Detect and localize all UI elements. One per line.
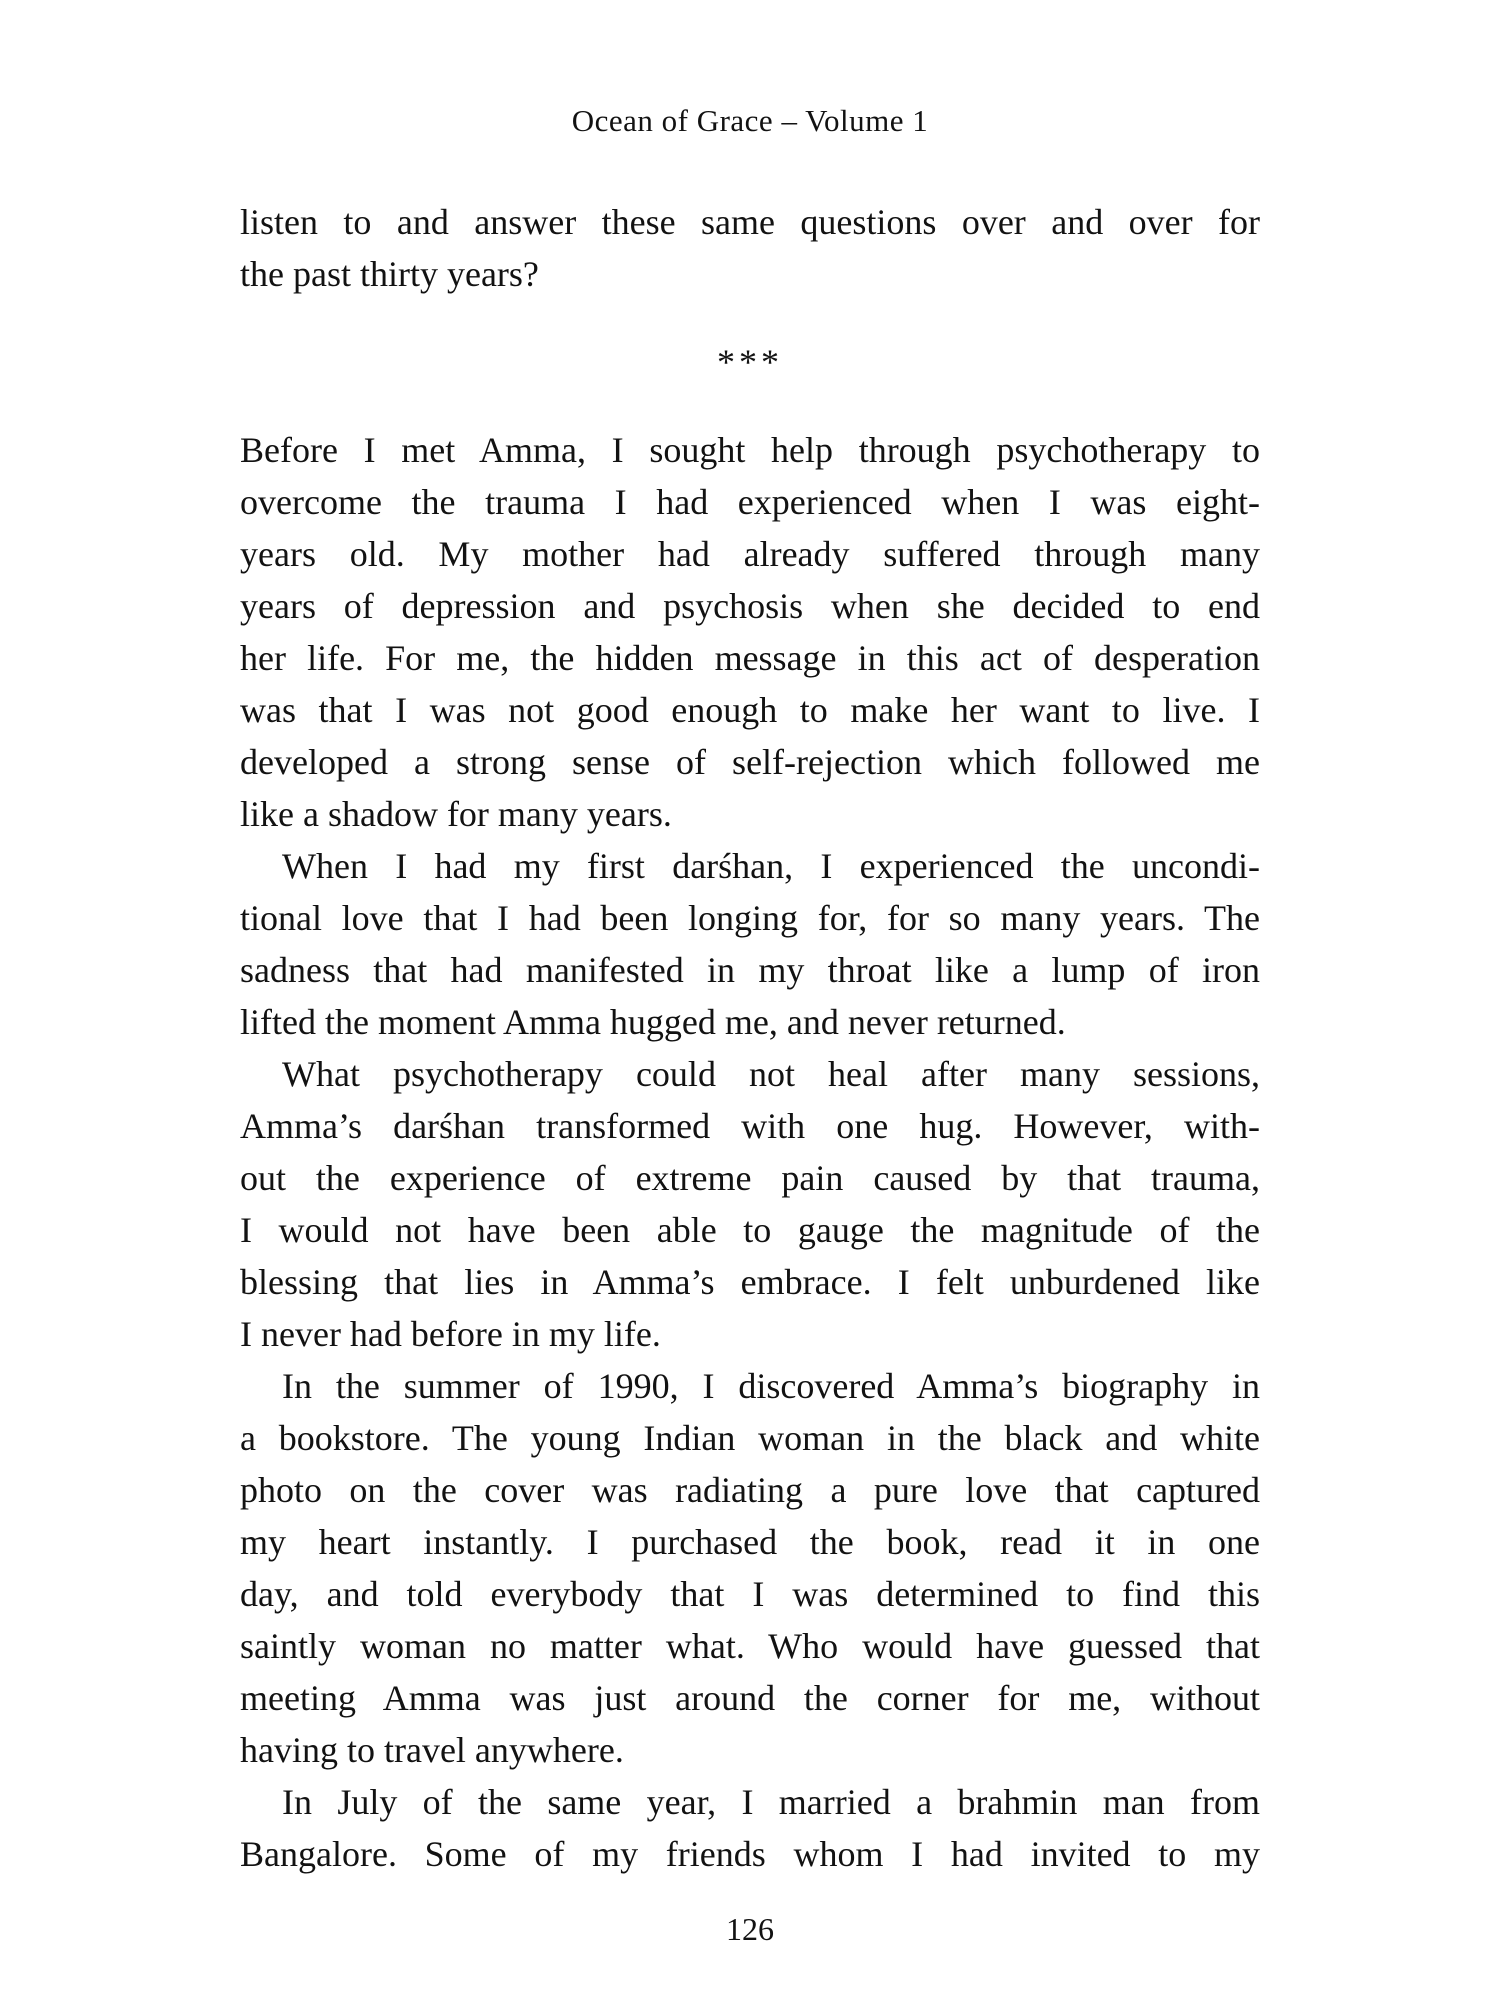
text-line: years of depression and psychosis when she decided to end (240, 586, 1260, 626)
text-line: day, and told everybody that I was determined to find this (240, 1574, 1260, 1614)
paragraph (240, 1776, 1260, 1880)
text-line: the past thirty years? (240, 254, 539, 294)
paragraph (240, 424, 1260, 840)
text-line: I never had before in my life. (240, 1314, 661, 1354)
page-number: 126 (726, 1911, 774, 1947)
text-line: Amma’s darśhan transformed with one hug. However, with- (240, 1106, 1260, 1146)
text-line: a bookstore. The young Indian woman in the black and white (240, 1418, 1260, 1458)
text-line: developed a strong sense of self-rejection which followed me (240, 742, 1260, 782)
text-line: Bangalore. Some of my friends whom I had invited to my (240, 1834, 1260, 1874)
text-line: photo on the cover was radiating a pure love that captured (240, 1470, 1260, 1510)
text-line: years old. My mother had already suffered through many (240, 534, 1260, 574)
text-line: I would not have been able to gauge the magnitude of the (240, 1210, 1260, 1250)
text-line: blessing that lies in Amma’s embrace. I felt unburdened like (240, 1262, 1260, 1302)
paragraph (240, 196, 1260, 300)
text-line: sadness that had manifested in my throat like a lump of iron (240, 950, 1260, 990)
section-separator: *** (717, 342, 783, 382)
text-line: saintly woman no matter what. Who would have guessed that (240, 1626, 1260, 1666)
text-line: was that I was not good enough to make her want to live. I (240, 690, 1260, 730)
text-line: In the summer of 1990, I discovered Amma’s biography in (282, 1366, 1260, 1406)
text-line: listen to and answer these same questions over and over for (240, 202, 1260, 242)
text-line: Before I met Amma, I sought help through psychotherapy to (240, 430, 1260, 470)
running-header: Ocean of Grace – Volume 1 (571, 103, 929, 138)
text-line: having to travel anywhere. (240, 1730, 624, 1770)
text-line: In July of the same year, I married a brahmin man from (282, 1782, 1260, 1822)
text-line: tional love that I had been longing for, for so many years. The (240, 898, 1260, 938)
paragraph (240, 1048, 1260, 1360)
text-line: lifted the moment Amma hugged me, and never returned. (240, 1002, 1066, 1042)
text-body (240, 196, 1260, 1880)
paragraph (240, 840, 1260, 1048)
text-line: her life. For me, the hidden message in this act of desperation (240, 638, 1260, 678)
paragraph (240, 1360, 1260, 1776)
text-line: my heart instantly. I purchased the book, read it in one (240, 1522, 1260, 1562)
text-line: overcome the trauma I had experienced when I was eight- (240, 482, 1260, 522)
text-line: What psychotherapy could not heal after many sessions, (282, 1054, 1260, 1094)
text-line: like a shadow for many years. (240, 794, 672, 834)
text-line: When I had my first darśhan, I experienced the uncondi- (282, 846, 1260, 886)
text-line: meeting Amma was just around the corner for me, without (240, 1678, 1260, 1718)
text-line: out the experience of extreme pain caused by that trauma, (240, 1158, 1260, 1198)
